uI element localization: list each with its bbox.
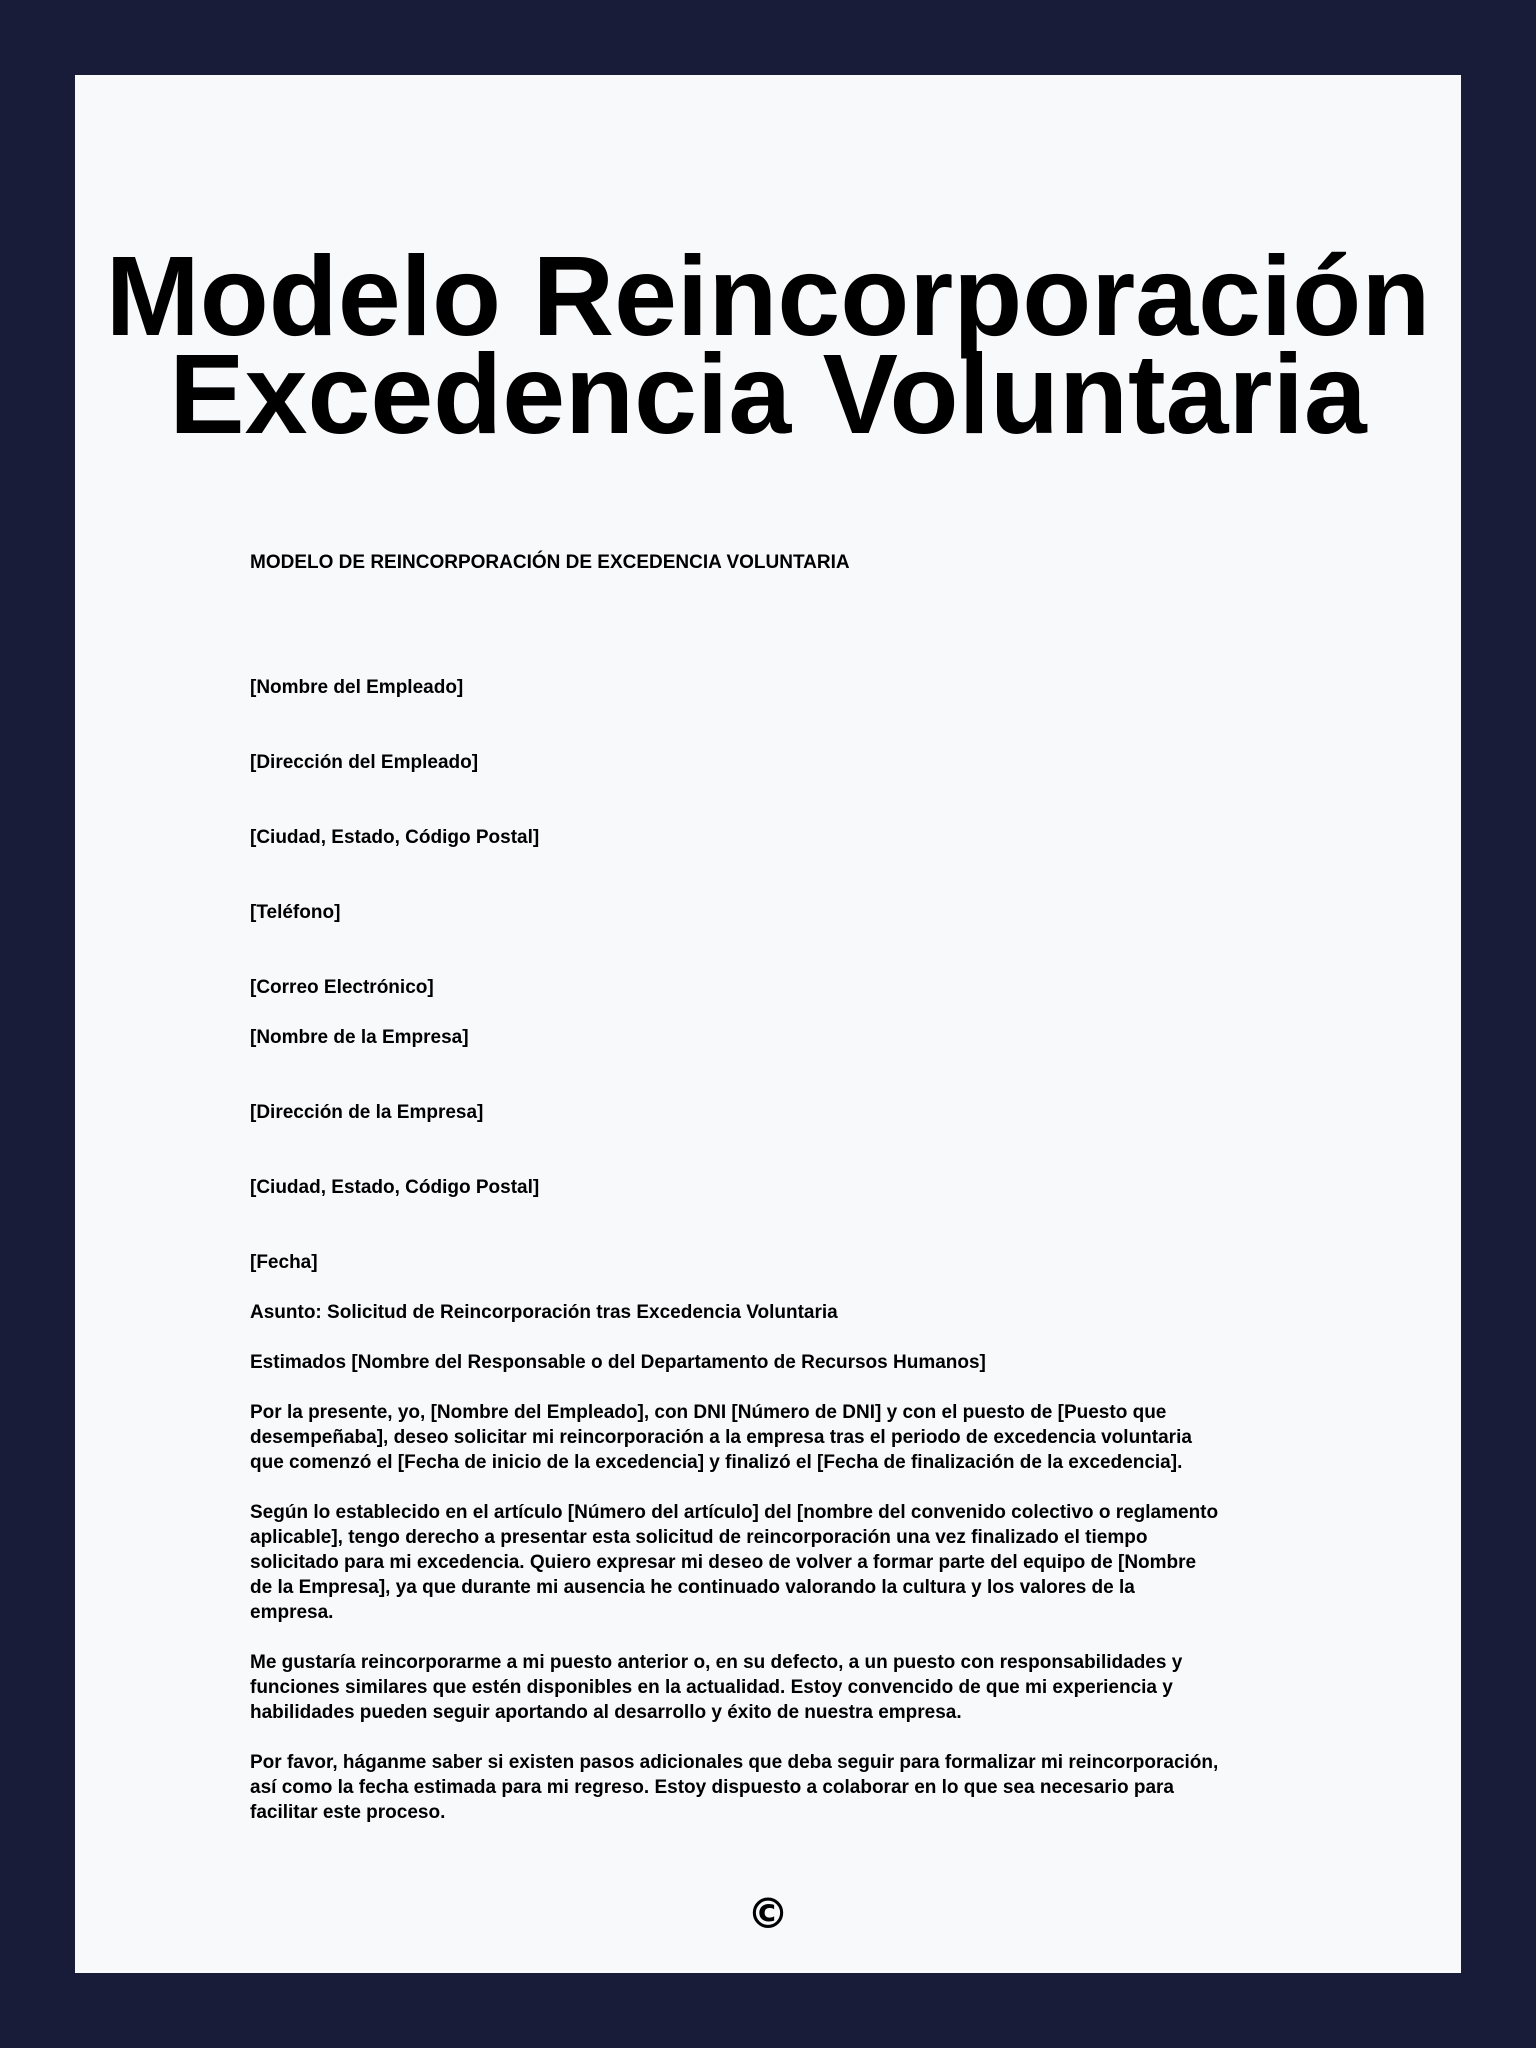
- employee-phone: [Teléfono]: [250, 902, 341, 923]
- document-heading: MODELO DE REINCORPORACIÓN DE EXCEDENCIA VOLUNTARIA: [250, 552, 850, 573]
- paragraph-line: así como la fecha estimada para mi regreso. Estoy dispuesto a colaborar en lo que sea necesario para: [250, 1777, 1174, 1798]
- paragraph-line: habilidades pueden seguir aportando al desarrollo y éxito de nuestra empresa.: [250, 1702, 962, 1723]
- paragraph-4: [250, 1750, 1320, 1825]
- employee-address: [Dirección del Empleado]: [250, 752, 479, 773]
- employee-name: [Nombre del Empleado]: [250, 677, 464, 698]
- paragraph-line: funciones similares que estén disponibles en la actualidad. Estoy convencido de que mi experiencia y: [250, 1677, 1173, 1698]
- title-line-1: Modelo Reincorporación: [105, 233, 1431, 359]
- document-page: [75, 75, 1461, 1973]
- paragraph-line: Según lo establecido en el artículo [Número del artículo] del [nombre del convenido colectivo o reglamento: [250, 1502, 1219, 1523]
- document-title: [75, 233, 1461, 457]
- employee-city: [Ciudad, Estado, Código Postal]: [250, 827, 540, 848]
- paragraph-line: solicitado para mi excedencia. Quiero expresar mi deseo de volver a formar parte del equipo de [Nombre: [250, 1552, 1197, 1573]
- letter-salutation: Estimados [Nombre del Responsable o del Departamento de Recursos Humanos]: [250, 1352, 986, 1373]
- company-address: [Dirección de la Empresa]: [250, 1102, 484, 1123]
- paragraph-line: empresa.: [250, 1602, 334, 1623]
- paragraph-line: Por favor, háganme saber si existen pasos adicionales que deba seguir para formalizar mi reincorporación,: [250, 1752, 1219, 1773]
- copyright-icon: ©: [747, 1889, 789, 1938]
- paragraph-line: Por la presente, yo, [Nombre del Empleado], con DNI [Número de DNI] y con el puesto de [Puesto que: [250, 1402, 1167, 1423]
- paragraph-1: [250, 1400, 1320, 1475]
- paragraph-line: aplicable], tengo derecho a presentar esta solicitud de reincorporación una vez finalizado el tiempo: [250, 1527, 1148, 1548]
- paragraph-line: desempeñaba], deseo solicitar mi reincorporación a la empresa tras el periodo de excedencia voluntaria: [250, 1427, 1192, 1448]
- paragraph-line: facilitar este proceso.: [250, 1802, 446, 1823]
- letter-subject: Asunto: Solicitud de Reincorporación tras Excedencia Voluntaria: [250, 1302, 838, 1323]
- company-name: [Nombre de la Empresa]: [250, 1027, 469, 1048]
- title-line-2: Excedencia Voluntaria: [169, 331, 1367, 457]
- paragraph-line: de la Empresa], ya que durante mi ausencia he continuado valorando la cultura y los valores de la: [250, 1577, 1135, 1598]
- employee-email: [Correo Electrónico]: [250, 977, 434, 998]
- paragraph-2: [250, 1500, 1320, 1625]
- paragraph-line: que comenzó el [Fecha de inicio de la excedencia] y finalizó el [Fecha de finalización de la excedencia].: [250, 1452, 1183, 1473]
- paragraph-line: Me gustaría reincorporarme a mi puesto anterior o, en su defecto, a un puesto con responsabilidades y: [250, 1652, 1183, 1673]
- paragraph-3: [250, 1650, 1320, 1725]
- company-city: [Ciudad, Estado, Código Postal]: [250, 1177, 540, 1198]
- letter-date: [Fecha]: [250, 1252, 318, 1273]
